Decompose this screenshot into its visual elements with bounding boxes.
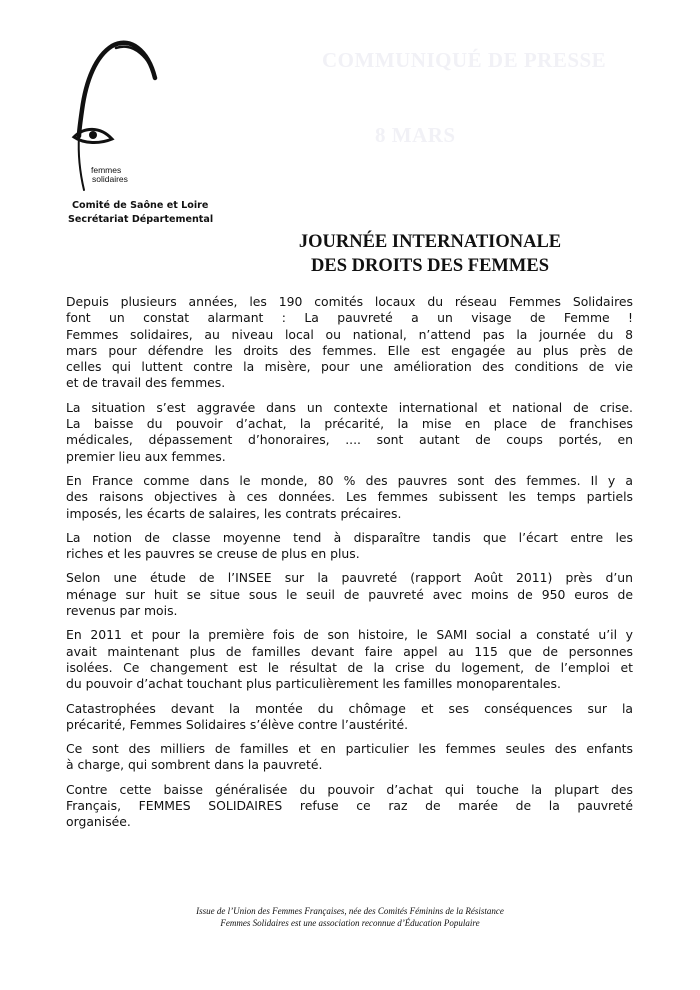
paragraph-line: et de travail des femmes.: [66, 375, 226, 391]
logo-brand-line2: solidaires: [92, 173, 128, 184]
paragraph-line: précarité, Femmes Solidaires s’élève contre l’austérité.: [66, 716, 409, 732]
document-body: [66, 294, 633, 839]
paragraph-line: Selon une étude de l’INSEE sur la pauvreté (rapport Août 2011) près d’un: [66, 570, 633, 586]
paragraph: [66, 294, 633, 392]
logo-brand-line1: femmes: [91, 165, 122, 175]
paragraph-line: riches et les pauvres se creuse de plus en plus.: [66, 546, 360, 562]
paragraph-line: Contre cette baisse généralisée du pouvoir d’achat qui touche la plupart des: [66, 781, 633, 797]
paragraph: [66, 701, 633, 734]
paragraph-line: mars pour défendre les droits des femmes. Elle est engagée au plus près de: [66, 342, 633, 358]
paragraph: [66, 782, 633, 831]
paragraph-line: En 2011 et pour la première fois de son histoire, le SAMI social a constaté u’il y: [66, 627, 633, 643]
paragraph-line: font un constat alarmant : La pauvreté a un visage de Femme !: [66, 310, 633, 326]
paragraph: [66, 741, 633, 774]
paragraph: [66, 627, 633, 692]
paragraph-line: premier lieu aux femmes.: [66, 448, 226, 464]
paragraph-line: du pouvoir d’achat touchant plus particulièrement les familles monoparentales.: [66, 676, 561, 692]
paragraph-line: Catastrophées devant la montée du chômage et ses conséquences sur la: [66, 700, 633, 716]
paragraph-line: revenus par mois.: [66, 603, 178, 619]
watermark-heading: COMMUNIQUÉ DE PRESSE: [322, 48, 607, 72]
paragraph-line: La situation s’est aggravée dans un contexte international et national de crise.: [66, 399, 633, 415]
paragraph-line: des raisons objectives à ces données. Les femmes subissent les temps partiels: [66, 489, 633, 505]
paragraph-line: En France comme dans le monde, 80 % des pauvres sont des femmes. Il y a: [66, 472, 633, 488]
paragraph: [66, 570, 633, 619]
paragraph-line: Français, FEMMES SOLIDAIRES refuse ce raz de marée de la pauvreté: [66, 798, 633, 814]
document-title: [230, 230, 630, 278]
paragraph-line: La notion de classe moyenne tend à disparaître tandis que l’écart entre les: [66, 529, 633, 545]
paragraph-line: isolées. Ce changement est le résultat de la crise du logement, de l’emploi et: [66, 659, 633, 675]
title-line-2: DES DROITS DES FEMMES: [311, 256, 549, 276]
footer-line-1: Issue de l’Union des Femmes Françaises, née des Comités Féminins de la Résistance: [196, 906, 504, 916]
paragraph-line: Femmes solidaires, au niveau local ou national, n’attend pas la journée du 8: [66, 326, 633, 342]
paragraph: [66, 400, 633, 465]
paragraph-line: ménage sur huit se situe sous le seuil de pauvreté avec moins de 950 euros de: [66, 586, 633, 602]
paragraph-line: avait maintenant plus de familles devant faire appel au 115 que de personnes: [66, 643, 633, 659]
paragraph-line: à charge, qui sombrent dans la pauvreté.: [66, 757, 323, 773]
watermark-date: 8 MARS: [375, 123, 456, 147]
document-footer: [100, 905, 600, 929]
paragraph-line: Ce sont des milliers de familles et en particulier les femmes seules des enfants: [66, 741, 633, 757]
committee-secretariat: Secrétariat Départemental: [68, 214, 214, 225]
paragraph: [66, 473, 633, 522]
logo-brand-text: [91, 166, 128, 183]
paragraph-line: Depuis plusieurs années, les 190 comités locaux du réseau Femmes Solidaires: [66, 294, 633, 309]
footer-line-2: Femmes Solidaires est une association reconnue d’Éducation Populaire: [220, 918, 480, 928]
femmes-solidaires-logo: [60, 28, 170, 193]
paragraph: [66, 530, 633, 563]
paragraph-line: imposés, les écarts de salaires, les contrats précaires.: [66, 505, 402, 521]
paragraph-line: médicales, dépassement d’honoraires, .... sont autant de coups portés, en: [66, 432, 633, 448]
committee-name: Comité de Saône et Loire: [72, 200, 209, 211]
title-line-1: JOURNÉE INTERNATIONALE: [298, 232, 562, 252]
paragraph-line: celles qui luttent contre la misère, pour une amélioration des conditions de vie: [66, 359, 633, 375]
paragraph-line: La baisse du pouvoir d’achat, la précarité, la mise en place de franchises: [66, 416, 633, 432]
paragraph-line: organisée.: [66, 814, 131, 830]
committee-heading: [68, 199, 213, 227]
